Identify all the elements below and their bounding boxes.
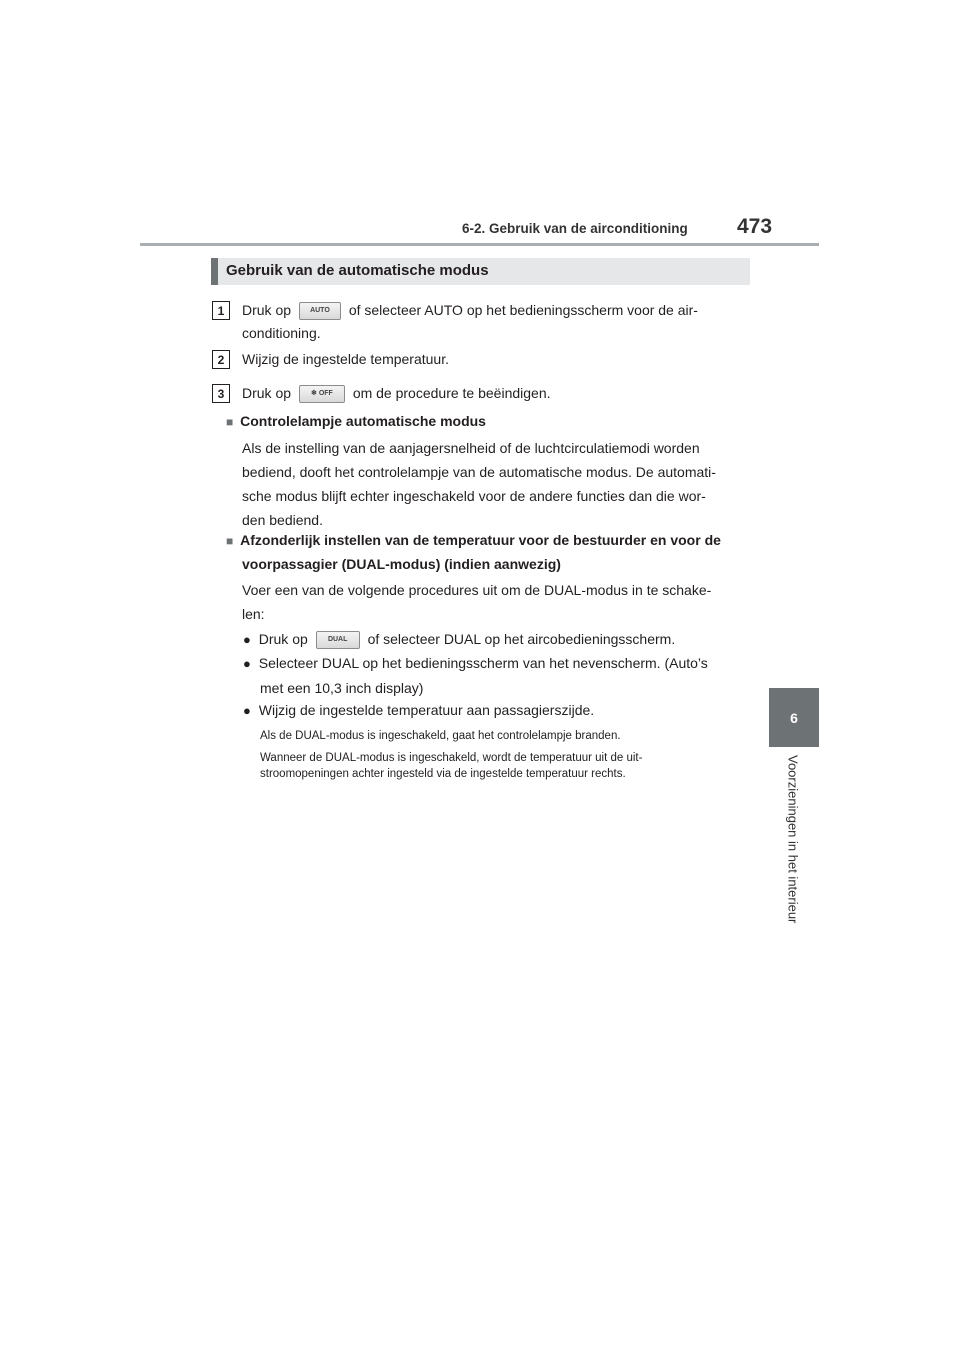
header-rule (140, 243, 819, 246)
note-1-body (242, 436, 745, 532)
small-note-2-line-2: stroomopeningen achter ingesteld via de ingestelde temperatuur rechts. (260, 768, 626, 780)
fan-off-button-label: OFF (318, 390, 333, 398)
note-2-intro-line: len: (242, 606, 265, 622)
note-2-intro (242, 578, 745, 626)
chapter-title: Voorzieningen in het interieur (785, 755, 801, 924)
step-badge-2: 2 (212, 350, 230, 369)
note-1-line: den bediend. (242, 512, 323, 528)
bullet-3-text: Wijzig de ingestelde temperatuur aan passagierszijde. (258, 702, 595, 718)
dual-button-icon: DUAL (316, 631, 360, 649)
note-1-line: Als de instelling van de aanjagersnelheid of de luchtcirculatiemodi worden (242, 440, 700, 456)
step-badge-1: 1 (212, 301, 230, 320)
section-title: Gebruik van de automatische modus (226, 262, 489, 279)
step-1-post: of selecteer AUTO op het bedieningsscherm voor de air- (348, 302, 698, 318)
small-note-2-line-1: Wanneer de DUAL-modus is ingeschakeld, wordt de temperatuur uit de uit- (260, 752, 643, 764)
bullet-1-pre: Druk op (258, 631, 308, 647)
bullet-item-2 (243, 651, 747, 700)
step-3-post: om de procedure te beëindigen. (352, 385, 551, 401)
step-2-text: Wijzig de ingestelde temperatuur. (242, 351, 449, 367)
section-header: 6-2. Gebruik van de airconditioning (462, 221, 688, 236)
bullet-dot-icon: ● (243, 632, 251, 647)
small-note-2 (260, 750, 745, 782)
note-2-intro-line: Voer een van de volgende procedures uit om de DUAL-modus in te schake- (242, 582, 712, 598)
bullet-dot-icon: ● (243, 656, 251, 671)
step-badge-3: 3 (212, 384, 230, 403)
step-1-line-2: conditioning. (242, 325, 321, 341)
bullet-2-line-2: met een 10,3 inch display) (260, 680, 424, 696)
bullet-item-3 (243, 698, 594, 723)
auto-button-icon: AUTO (299, 302, 341, 320)
small-note-1: Als de DUAL-modus is ingeschakeld, gaat het controlelampje branden. (260, 730, 621, 742)
note-2-heading (226, 528, 721, 553)
note-1-line: sche modus blijft echter ingeschakeld voor de andere functies dan die wor- (242, 488, 706, 504)
square-bullet-icon: ■ (226, 534, 234, 548)
step-1-pre: Druk op (242, 302, 292, 318)
square-bullet-icon: ■ (226, 415, 234, 429)
bullet-1-post: of selecteer DUAL op het aircobedieningsscherm. (367, 631, 676, 647)
bullet-dot-icon: ● (243, 703, 251, 718)
step-3-pre: Druk op (242, 385, 292, 401)
note-2-title-line-2-text: voorpassagier (DUAL-modus) (indien aanwezig) (242, 556, 561, 572)
bullet-item-1 (243, 627, 675, 652)
bullet-2-line-1: Selecteer DUAL op het bedieningsscherm van het nevenscherm. (Auto’s (258, 655, 708, 671)
chapter-tab: 6 (769, 688, 819, 747)
note-1-title: Controlelampje automatische modus (240, 413, 486, 429)
step-3-text (242, 381, 551, 405)
fan-off-button-icon: ❄ OFF (299, 385, 345, 403)
step-1-line-1 (242, 298, 747, 322)
note-1-line: bediend, dooft het controlelampje van de automatische modus. De automati- (242, 464, 716, 480)
page-number: 473 (737, 215, 773, 238)
note-1-heading (226, 409, 486, 434)
note-2-title-line-2 (242, 552, 561, 576)
note-2-title-line-1: Afzonderlijk instellen van de temperatuur voor de bestuurder en voor de (240, 532, 721, 548)
chapter-title-vertical (783, 755, 803, 945)
